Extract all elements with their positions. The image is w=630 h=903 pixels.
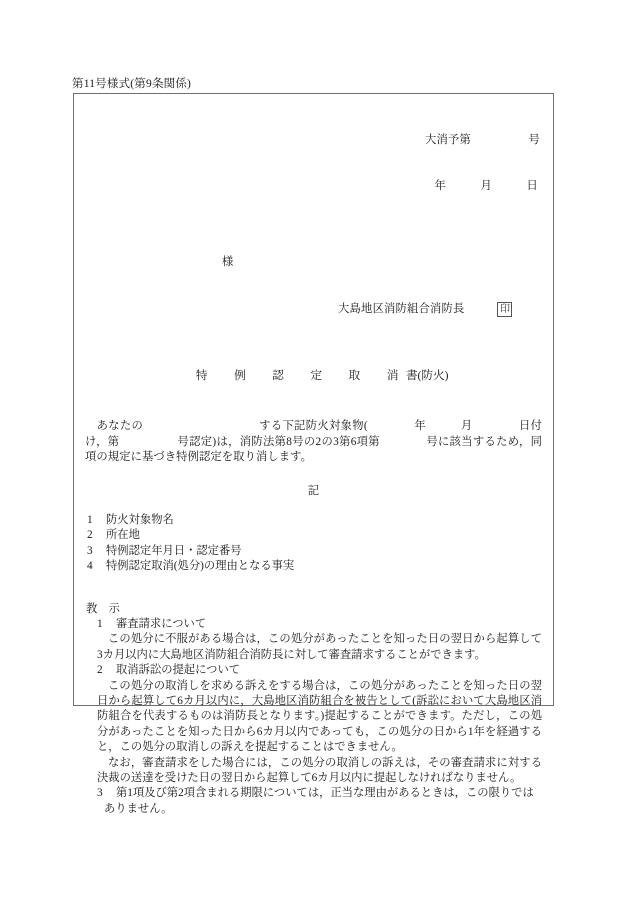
list-item [85, 528, 542, 543]
items-list [85, 513, 542, 575]
notice-items [85, 617, 542, 817]
list-item [85, 513, 542, 528]
document-title-suffix: 書(防火) [405, 369, 449, 383]
notice-item-text-continued: ありません。 [104, 802, 173, 815]
list-item-number: 4 [87, 560, 93, 573]
document-number-field: 大消予第 号 [425, 133, 540, 146]
list-item-label: 防火対象物名 [106, 513, 174, 526]
ki-mark: 記 [307, 484, 320, 497]
form-code-label: 第11号様式(第9条関係) [72, 78, 192, 90]
body-paragraph: あなたの する下記防火対象物( 年 月 日付け，第 号認定)は，消防法第8号の2の3第6項第 号に該当するため，同項の規定に基づき特例認定を取り消します。 [85, 420, 542, 464]
notice-item [85, 663, 542, 786]
document-title-main: 特 例 認 定 取 消 [195, 369, 406, 383]
addressee-line: 様 [222, 256, 234, 269]
notice-item-number: 3 [97, 787, 103, 800]
notice-item-number: 1 [97, 617, 103, 630]
notice-item-label: 取消訴訟の提起について [116, 664, 241, 677]
notice-item-number: 2 [97, 664, 103, 677]
notice-item-title [85, 617, 542, 632]
list-item [85, 559, 542, 574]
issuer-name: 大島地区消防組合消防長 [338, 302, 465, 315]
list-item-label: 所在地 [106, 529, 140, 542]
list-item-label: 特例認定取消(処分)の理由となる事実 [106, 560, 295, 573]
notice-paragraph: なお，審査請求をした場合には，この処分の取消しの訴えは，その審査請求に対する決裁の送達を受けた日の翌日から起算して6カ月以内に提起しなければなりません。 [97, 756, 542, 784]
notice-item-text: 第1項及び第2項含まれる期限については，正当な理由があるときは，この限りでは [116, 787, 534, 800]
notice-item-title [85, 663, 542, 678]
document-header [85, 102, 542, 225]
document-title [85, 353, 542, 399]
notice-heading: 教 示 [86, 602, 120, 615]
notice-block [85, 602, 542, 818]
issuer-line [85, 302, 542, 317]
list-item [85, 544, 542, 559]
list-item-label: 特例認定年月日・認定番号 [106, 544, 242, 557]
document-body [74, 94, 553, 815]
list-item-number: 1 [87, 513, 93, 526]
notice-item [85, 617, 542, 663]
notice-item-inline [85, 786, 542, 817]
seal-stamp-icon: 印 [497, 302, 512, 317]
notice-item-label: 審査請求について [116, 617, 207, 630]
list-item-number: 3 [87, 544, 93, 557]
document-frame [73, 93, 554, 815]
list-item-number: 2 [87, 529, 93, 542]
notice-item [85, 786, 542, 817]
document-date-field: 年 月 日 [434, 180, 538, 193]
notice-paragraph: この処分の取消しを求める訴えをする場合は，この処分があったことを知った日の翌日から起算して6カ月以内に，大島地区消防組合を被告として(訴訟において大島地区消防組合を代表するものは消防長となります。)提起することができます。ただし，この処分があったことを知った日から6カ月以内であっても，この処分の日から1年を経過すると，この処分の取消しの訴えを提起することはできません。 [97, 679, 542, 754]
notice-paragraph: この処分に不服がある場合は，この処分があったことを知った日の翌日から起算して3カ月以内に大島地区消防組合消防長に対して審査請求することができます。 [97, 633, 542, 661]
